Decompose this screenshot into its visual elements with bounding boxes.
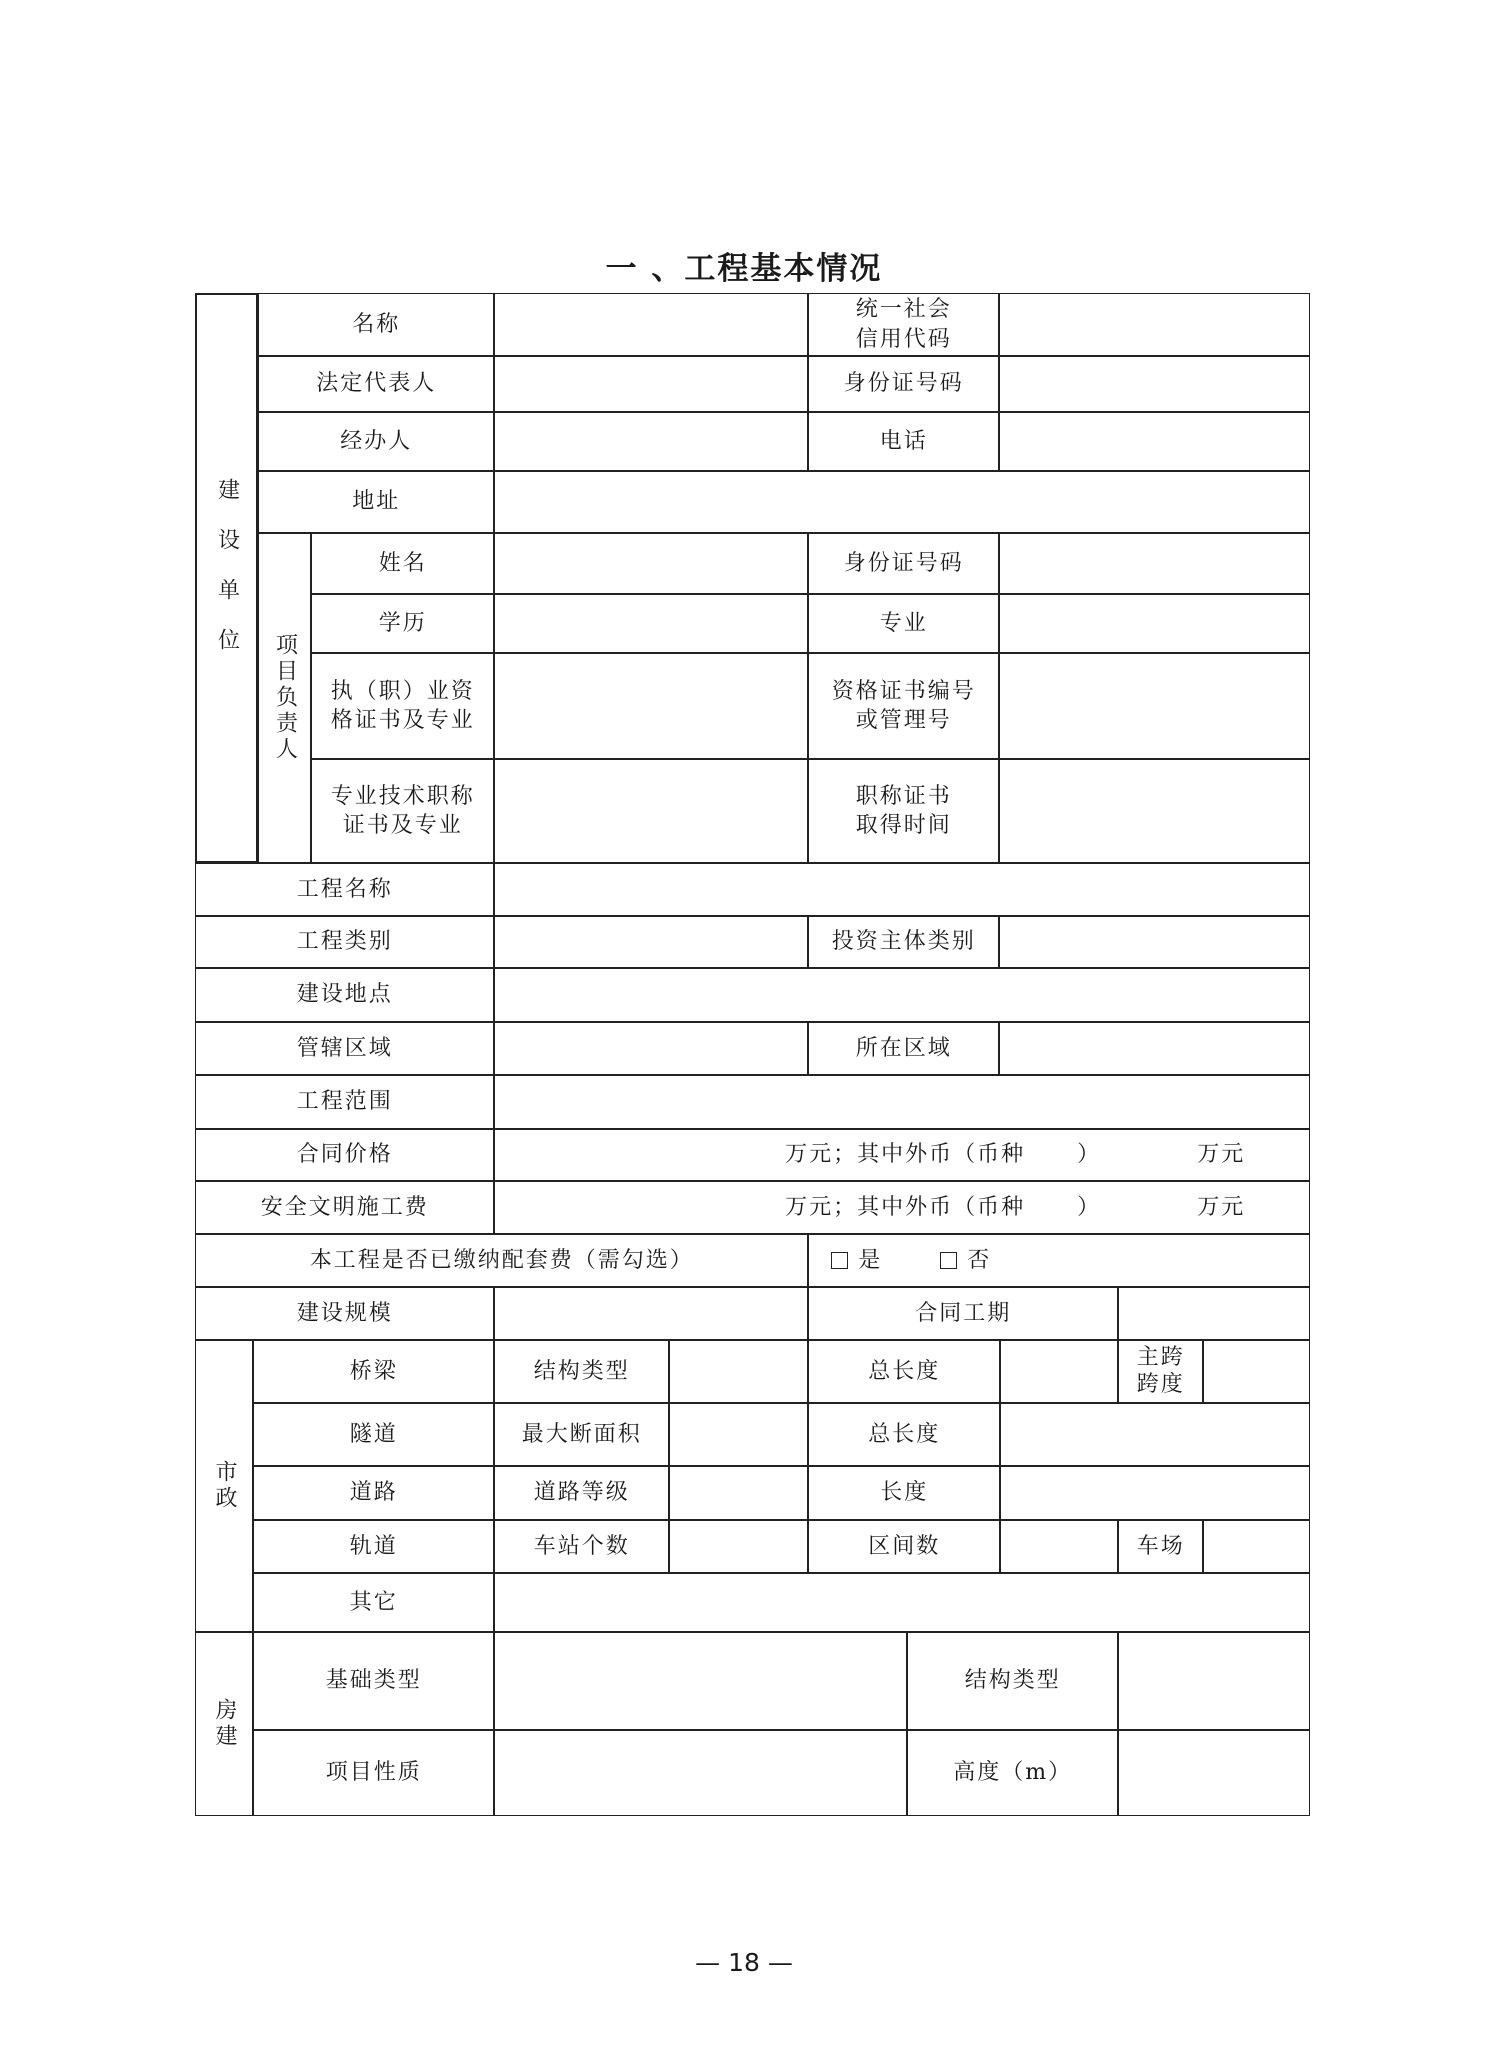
leader-name-field[interactable] [494,533,808,594]
safety-fee-field[interactable] [494,1181,1310,1234]
leader-name-label: 姓名 [311,533,494,594]
yes-checkbox[interactable] [831,1252,848,1269]
legal-rep-id-field[interactable] [999,356,1310,412]
depot-field[interactable] [1203,1520,1310,1573]
main-span-field[interactable] [1203,1340,1310,1403]
page-number: — 18 — [695,1948,793,1977]
major-label: 专业 [808,594,999,653]
practice-cert-label: 执（职）业资 格证书及专业 [311,653,494,759]
legal-rep-field[interactable] [494,356,808,412]
title-cert-field[interactable] [494,759,808,863]
foundation-field[interactable] [494,1632,907,1730]
foundation-label: 基础类型 [253,1632,494,1730]
practice-cert-field[interactable] [494,653,808,759]
tunnel-length-label: 总长度 [808,1403,1000,1466]
agent-field[interactable] [494,412,808,471]
height-label: 高度（m） [907,1730,1118,1816]
safety-fee-unit-text: 万元；其中外币（币种 [785,1194,1026,1220]
tunnel-label: 隧道 [253,1403,494,1466]
bridge-length-label: 总长度 [808,1340,1000,1403]
scale-field[interactable] [494,1287,808,1340]
phone-field[interactable] [999,412,1310,471]
investor-type-field[interactable] [999,916,1310,968]
supporting-fee-label: 本工程是否已缴纳配套费（需勾选） [195,1234,808,1287]
contract-price-currency-close: ） [1077,1142,1102,1168]
project-leader-label: 项目负责人 [258,533,311,863]
max-section-label: 最大断面积 [494,1403,669,1466]
building-label: 房建 [195,1632,253,1816]
road-length-label: 长度 [808,1466,1000,1520]
region-label: 所在区域 [808,1022,999,1075]
supporting-fee-options [808,1234,1310,1287]
safety-fee-label: 安全文明施工费 [195,1181,494,1234]
road-length-field[interactable] [1000,1466,1310,1520]
road-grade-field[interactable] [669,1466,808,1520]
education-field[interactable] [494,594,808,653]
road-label: 道路 [253,1466,494,1520]
cert-number-field[interactable] [999,653,1310,759]
leader-id-field[interactable] [999,533,1310,594]
bridge-structure-type-label: 结构类型 [494,1340,669,1403]
nature-field[interactable] [494,1730,907,1816]
contract-price-field[interactable] [494,1129,1310,1181]
yes-label: 是 [858,1247,883,1273]
max-section-field[interactable] [669,1403,808,1466]
municipal-label: 市政 [195,1340,253,1632]
sections-field[interactable] [1000,1520,1118,1573]
project-category-label: 工程类别 [195,916,494,968]
address-field[interactable] [494,471,1310,533]
depot-label: 车场 [1118,1520,1203,1573]
bridge-label: 桥梁 [253,1340,494,1403]
stations-label: 车站个数 [494,1520,669,1573]
phone-label: 电话 [808,412,999,471]
agent-label: 经办人 [258,412,494,471]
title-cert-date-label: 职称证书 取得时间 [808,759,999,863]
project-category-field[interactable] [494,916,808,968]
sections-label: 区间数 [808,1520,1000,1573]
title-cert-date-field[interactable] [999,759,1310,863]
tunnel-length-field[interactable] [1000,1403,1310,1466]
jurisdiction-field[interactable] [494,1022,808,1075]
education-label: 学历 [311,594,494,653]
bridge-structure-type-field[interactable] [669,1340,808,1403]
other-field[interactable] [494,1573,1310,1632]
contract-price-label: 合同价格 [195,1129,494,1181]
contract-price-foreign-unit: 万元 [1197,1142,1246,1168]
safety-fee-currency-close: ） [1077,1194,1102,1220]
safety-fee-foreign-unit: 万元 [1197,1194,1246,1220]
investor-type-label: 投资主体类别 [808,916,999,968]
unit-name-label: 名称 [258,293,494,356]
project-name-label: 工程名称 [195,863,494,916]
project-name-field[interactable] [494,863,1310,916]
stations-field[interactable] [669,1520,808,1573]
legal-rep-id-label: 身份证号码 [808,356,999,412]
rail-label: 轨道 [253,1520,494,1573]
unit-name-field[interactable] [494,293,808,356]
leader-id-label: 身份证号码 [808,533,999,594]
contract-period-label: 合同工期 [808,1287,1118,1340]
major-field[interactable] [999,594,1310,653]
credit-code-field[interactable] [999,293,1310,356]
cert-number-label: 资格证书编号 或管理号 [808,653,999,759]
region-field[interactable] [999,1022,1310,1075]
scope-label: 工程范围 [195,1075,494,1129]
road-grade-label: 道路等级 [494,1466,669,1520]
credit-code-label: 统一社会 信用代码 [808,293,999,356]
location-label: 建设地点 [195,968,494,1022]
page-title: 一 、工程基本情况 [605,251,883,287]
height-field[interactable] [1118,1730,1310,1816]
title-cert-label: 专业技术职称 证书及专业 [311,759,494,863]
no-label: 否 [967,1247,992,1273]
scope-field[interactable] [494,1075,1310,1129]
jurisdiction-label: 管辖区域 [195,1022,494,1075]
construction-unit-label: 建设单位 [195,293,258,863]
supporting-fee-yes-option[interactable] [831,1246,882,1276]
legal-rep-label: 法定代表人 [258,356,494,412]
address-label: 地址 [258,471,494,533]
building-structure-field[interactable] [1118,1632,1310,1730]
scale-label: 建设规模 [195,1287,494,1340]
location-field[interactable] [494,968,1310,1022]
no-checkbox[interactable] [940,1252,957,1269]
supporting-fee-no-option[interactable] [940,1246,991,1276]
main-span-label: 主跨 跨度 [1118,1340,1203,1403]
other-label: 其它 [253,1573,494,1632]
nature-label: 项目性质 [253,1730,494,1816]
bridge-length-field[interactable] [1000,1340,1118,1403]
contract-price-unit-text: 万元；其中外币（币种 [785,1142,1026,1168]
contract-period-field[interactable] [1118,1287,1310,1340]
building-structure-label: 结构类型 [907,1632,1118,1730]
